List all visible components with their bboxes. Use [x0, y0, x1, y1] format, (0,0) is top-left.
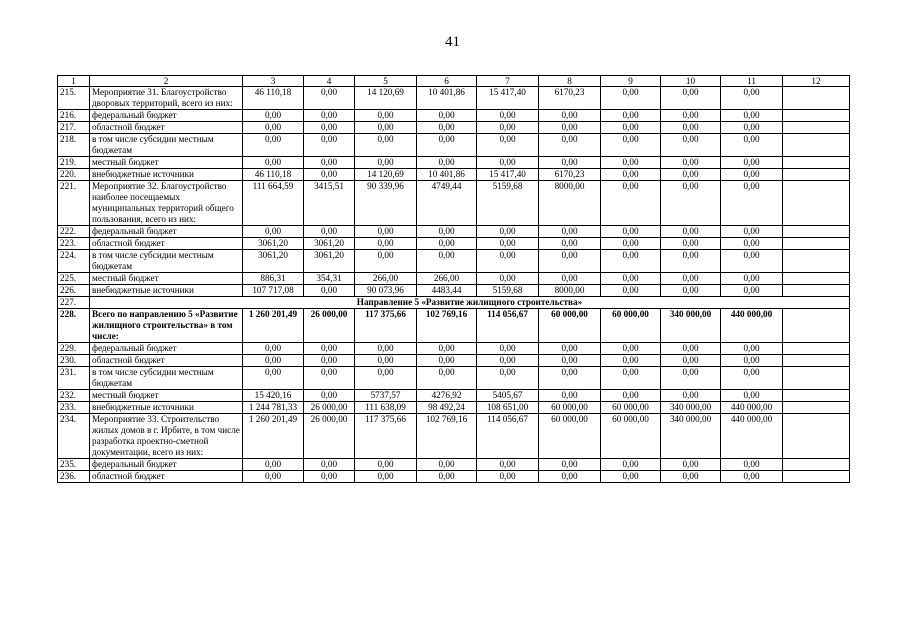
- value-cell: 90 339,96: [355, 181, 417, 226]
- column-header: 9: [601, 76, 661, 87]
- value-cell: 0,00: [539, 134, 601, 157]
- value-cell: 0,00: [304, 471, 355, 483]
- value-cell: 0,00: [304, 157, 355, 169]
- row-name: в том числе субсидии местным бюджетам: [90, 134, 243, 157]
- value-cell: 0,00: [721, 238, 783, 250]
- column-header: 7: [477, 76, 539, 87]
- value-cell: 0,00: [661, 134, 721, 157]
- value-cell: 0,00: [417, 471, 477, 483]
- value-cell: 0,00: [661, 226, 721, 238]
- empty-cell: [783, 169, 850, 181]
- empty-cell: [783, 134, 850, 157]
- row-number: 232.: [58, 390, 90, 402]
- empty-cell: [783, 414, 850, 459]
- row-name: федеральный бюджет: [90, 343, 243, 355]
- table-body: [58, 76, 850, 483]
- row-number: 216.: [58, 110, 90, 122]
- value-cell: 60 000,00: [539, 402, 601, 414]
- value-cell: 90 073,96: [355, 285, 417, 297]
- value-cell: 0,00: [539, 367, 601, 390]
- value-cell: 4483,44: [417, 285, 477, 297]
- value-cell: 26 000,00: [304, 402, 355, 414]
- value-cell: 440 000,00: [721, 402, 783, 414]
- empty-cell: [783, 343, 850, 355]
- value-cell: 0,00: [539, 157, 601, 169]
- value-cell: 98 492,24: [417, 402, 477, 414]
- row-number: 227.: [58, 297, 90, 309]
- value-cell: 0,00: [477, 110, 539, 122]
- value-cell: 0,00: [661, 367, 721, 390]
- empty-cell: [783, 355, 850, 367]
- row-number: 230.: [58, 355, 90, 367]
- row-number: 234.: [58, 414, 90, 459]
- value-cell: 0,00: [539, 250, 601, 273]
- table-row: [58, 226, 850, 238]
- value-cell: 0,00: [661, 471, 721, 483]
- value-cell: 0,00: [661, 390, 721, 402]
- column-header: 1: [58, 76, 90, 87]
- value-cell: 117 375,66: [355, 414, 417, 459]
- row-number: 226.: [58, 285, 90, 297]
- value-cell: 0,00: [721, 122, 783, 134]
- value-cell: 3061,20: [304, 250, 355, 273]
- value-cell: 60 000,00: [601, 414, 661, 459]
- table-row: [58, 157, 850, 169]
- value-cell: 3415,51: [304, 181, 355, 226]
- value-cell: 0,00: [304, 169, 355, 181]
- value-cell: 0,00: [661, 181, 721, 226]
- row-number: 218.: [58, 134, 90, 157]
- empty-cell: [783, 122, 850, 134]
- value-cell: 0,00: [721, 134, 783, 157]
- empty-cell: [783, 285, 850, 297]
- row-number: 228.: [58, 309, 90, 343]
- value-cell: 60 000,00: [601, 309, 661, 343]
- value-cell: 0,00: [539, 471, 601, 483]
- value-cell: 0,00: [477, 250, 539, 273]
- value-cell: 10 401,86: [417, 169, 477, 181]
- value-cell: 0,00: [601, 181, 661, 226]
- row-name: федеральный бюджет: [90, 459, 243, 471]
- value-cell: 117 375,66: [355, 309, 417, 343]
- value-cell: 0,00: [601, 355, 661, 367]
- row-name: внебюджетные источники: [90, 402, 243, 414]
- value-cell: 266,00: [417, 273, 477, 285]
- row-name: местный бюджет: [90, 157, 243, 169]
- value-cell: 0,00: [304, 390, 355, 402]
- value-cell: 6170,23: [539, 169, 601, 181]
- value-cell: 0,00: [539, 273, 601, 285]
- value-cell: 0,00: [477, 459, 539, 471]
- value-cell: 0,00: [661, 87, 721, 110]
- value-cell: 440 000,00: [721, 414, 783, 459]
- value-cell: 0,00: [417, 226, 477, 238]
- value-cell: 15 417,40: [477, 169, 539, 181]
- value-cell: 266,00: [355, 273, 417, 285]
- value-cell: 0,00: [304, 122, 355, 134]
- row-name: внебюджетные источники: [90, 169, 243, 181]
- table-row: [58, 471, 850, 483]
- value-cell: 0,00: [661, 157, 721, 169]
- empty-cell: [783, 238, 850, 250]
- value-cell: 46 110,18: [243, 169, 304, 181]
- value-cell: 0,00: [355, 355, 417, 367]
- value-cell: 0,00: [539, 110, 601, 122]
- value-cell: 0,00: [477, 134, 539, 157]
- value-cell: 440 000,00: [721, 309, 783, 343]
- value-cell: 0,00: [601, 471, 661, 483]
- value-cell: 107 717,08: [243, 285, 304, 297]
- value-cell: 14 120,69: [355, 87, 417, 110]
- value-cell: 0,00: [721, 110, 783, 122]
- value-cell: 0,00: [243, 226, 304, 238]
- value-cell: 886,31: [243, 273, 304, 285]
- value-cell: 0,00: [304, 355, 355, 367]
- empty-cell: [783, 309, 850, 343]
- section-title: Направление 5 «Развитие жилищного строительства»: [90, 297, 850, 309]
- value-cell: 0,00: [721, 157, 783, 169]
- row-name: областной бюджет: [90, 471, 243, 483]
- value-cell: 0,00: [601, 238, 661, 250]
- row-name: в том числе субсидии местным бюджетам: [90, 367, 243, 390]
- value-cell: 0,00: [721, 343, 783, 355]
- value-cell: 0,00: [417, 238, 477, 250]
- row-name: внебюджетные источники: [90, 285, 243, 297]
- table-row: [58, 238, 850, 250]
- value-cell: 0,00: [477, 471, 539, 483]
- value-cell: 0,00: [243, 367, 304, 390]
- value-cell: 0,00: [304, 226, 355, 238]
- value-cell: 8000,00: [539, 285, 601, 297]
- table-row: [58, 367, 850, 390]
- value-cell: 60 000,00: [601, 402, 661, 414]
- row-name: областной бюджет: [90, 355, 243, 367]
- row-name: областной бюджет: [90, 238, 243, 250]
- value-cell: 26 000,00: [304, 309, 355, 343]
- row-number: 222.: [58, 226, 90, 238]
- value-cell: 0,00: [417, 250, 477, 273]
- column-header: 11: [721, 76, 783, 87]
- value-cell: 111 638,09: [355, 402, 417, 414]
- value-cell: 102 769,16: [417, 309, 477, 343]
- value-cell: 114 056,67: [477, 309, 539, 343]
- value-cell: 0,00: [304, 367, 355, 390]
- value-cell: 0,00: [355, 459, 417, 471]
- value-cell: 0,00: [243, 459, 304, 471]
- value-cell: 0,00: [539, 238, 601, 250]
- value-cell: 0,00: [661, 343, 721, 355]
- column-header: 4: [304, 76, 355, 87]
- value-cell: 0,00: [355, 343, 417, 355]
- value-cell: 60 000,00: [539, 309, 601, 343]
- value-cell: 0,00: [477, 355, 539, 367]
- value-cell: 0,00: [355, 134, 417, 157]
- value-cell: 0,00: [355, 238, 417, 250]
- value-cell: 0,00: [539, 122, 601, 134]
- value-cell: 0,00: [721, 181, 783, 226]
- value-cell: 0,00: [243, 110, 304, 122]
- value-cell: 0,00: [355, 110, 417, 122]
- value-cell: 0,00: [721, 169, 783, 181]
- value-cell: 108 651,00: [477, 402, 539, 414]
- value-cell: 0,00: [477, 157, 539, 169]
- value-cell: 0,00: [417, 343, 477, 355]
- value-cell: 0,00: [477, 122, 539, 134]
- value-cell: 0,00: [721, 471, 783, 483]
- empty-cell: [783, 226, 850, 238]
- value-cell: 0,00: [539, 226, 601, 238]
- table-row: [58, 169, 850, 181]
- column-header: 2: [90, 76, 243, 87]
- value-cell: 0,00: [243, 343, 304, 355]
- value-cell: 340 000,00: [661, 309, 721, 343]
- value-cell: 3061,20: [243, 238, 304, 250]
- value-cell: 0,00: [417, 157, 477, 169]
- section-row: [58, 297, 850, 309]
- value-cell: 0,00: [539, 390, 601, 402]
- value-cell: 0,00: [721, 355, 783, 367]
- value-cell: 354,31: [304, 273, 355, 285]
- value-cell: 0,00: [601, 273, 661, 285]
- value-cell: 0,00: [661, 110, 721, 122]
- value-cell: 26 000,00: [304, 414, 355, 459]
- value-cell: 15 417,40: [477, 87, 539, 110]
- row-number: 233.: [58, 402, 90, 414]
- table-row: [58, 181, 850, 226]
- value-cell: 4749,44: [417, 181, 477, 226]
- value-cell: 0,00: [417, 459, 477, 471]
- value-cell: 0,00: [601, 87, 661, 110]
- value-cell: 0,00: [417, 122, 477, 134]
- value-cell: 0,00: [721, 459, 783, 471]
- value-cell: 0,00: [477, 367, 539, 390]
- value-cell: 60 000,00: [539, 414, 601, 459]
- empty-cell: [783, 471, 850, 483]
- value-cell: 0,00: [721, 390, 783, 402]
- value-cell: 0,00: [355, 367, 417, 390]
- value-cell: 0,00: [355, 157, 417, 169]
- value-cell: 0,00: [721, 273, 783, 285]
- value-cell: 0,00: [721, 285, 783, 297]
- table-row: [58, 414, 850, 459]
- budget-table: [57, 75, 850, 483]
- value-cell: 0,00: [243, 471, 304, 483]
- table-row: [58, 355, 850, 367]
- value-cell: 0,00: [601, 250, 661, 273]
- value-cell: 0,00: [661, 250, 721, 273]
- table-row: [58, 309, 850, 343]
- value-cell: 0,00: [721, 367, 783, 390]
- row-name: федеральный бюджет: [90, 226, 243, 238]
- value-cell: 0,00: [355, 122, 417, 134]
- value-cell: 6170,23: [539, 87, 601, 110]
- value-cell: 0,00: [721, 250, 783, 273]
- column-header: 3: [243, 76, 304, 87]
- value-cell: 0,00: [601, 110, 661, 122]
- value-cell: 0,00: [661, 122, 721, 134]
- table-row: [58, 110, 850, 122]
- value-cell: 0,00: [721, 87, 783, 110]
- value-cell: 4276,92: [417, 390, 477, 402]
- empty-cell: [783, 367, 850, 390]
- row-name: Мероприятие 31. Благоустройство дворовых территорий, всего из них:: [90, 87, 243, 110]
- empty-cell: [783, 110, 850, 122]
- table-row: [58, 122, 850, 134]
- value-cell: 0,00: [661, 238, 721, 250]
- row-name: федеральный бюджет: [90, 110, 243, 122]
- value-cell: 14 120,69: [355, 169, 417, 181]
- empty-cell: [783, 459, 850, 471]
- value-cell: 0,00: [539, 355, 601, 367]
- value-cell: 0,00: [304, 459, 355, 471]
- column-header: 5: [355, 76, 417, 87]
- value-cell: 0,00: [243, 122, 304, 134]
- value-cell: 0,00: [601, 169, 661, 181]
- value-cell: 0,00: [355, 250, 417, 273]
- value-cell: 0,00: [477, 273, 539, 285]
- value-cell: 8000,00: [539, 181, 601, 226]
- row-name: областной бюджет: [90, 122, 243, 134]
- value-cell: 0,00: [477, 226, 539, 238]
- value-cell: 0,00: [355, 471, 417, 483]
- value-cell: 0,00: [601, 367, 661, 390]
- value-cell: 1 260 201,49: [243, 414, 304, 459]
- row-number: 229.: [58, 343, 90, 355]
- table-row: [58, 87, 850, 110]
- value-cell: 0,00: [661, 169, 721, 181]
- row-number: 235.: [58, 459, 90, 471]
- value-cell: 0,00: [721, 226, 783, 238]
- value-cell: 0,00: [243, 157, 304, 169]
- row-number: 215.: [58, 87, 90, 110]
- value-cell: 0,00: [243, 134, 304, 157]
- row-number: 231.: [58, 367, 90, 390]
- value-cell: 0,00: [661, 285, 721, 297]
- row-number: 217.: [58, 122, 90, 134]
- value-cell: 0,00: [661, 355, 721, 367]
- column-header: 12: [783, 76, 850, 87]
- value-cell: 5405,67: [477, 390, 539, 402]
- value-cell: 0,00: [601, 343, 661, 355]
- value-cell: 0,00: [601, 122, 661, 134]
- value-cell: 10 401,86: [417, 87, 477, 110]
- value-cell: 111 664,59: [243, 181, 304, 226]
- value-cell: 0,00: [304, 285, 355, 297]
- column-header: 6: [417, 76, 477, 87]
- value-cell: 0,00: [417, 110, 477, 122]
- column-header: 10: [661, 76, 721, 87]
- row-name: Мероприятие 33. Строительство жилых домов в г. Ирбите, в том числе разработка проектно-сметной документации, всего из них:: [90, 414, 243, 459]
- row-name: Всего по направлению 5 «Развитие жилищного строительства» в том числе:: [90, 309, 243, 343]
- table-row: [58, 250, 850, 273]
- value-cell: 0,00: [304, 134, 355, 157]
- row-name: в том числе субсидии местным бюджетам: [90, 250, 243, 273]
- column-header: 8: [539, 76, 601, 87]
- row-number: 223.: [58, 238, 90, 250]
- value-cell: 0,00: [539, 343, 601, 355]
- value-cell: 340 000,00: [661, 402, 721, 414]
- row-number: 224.: [58, 250, 90, 273]
- value-cell: 0,00: [477, 343, 539, 355]
- header-row: [58, 76, 850, 87]
- value-cell: 0,00: [601, 134, 661, 157]
- row-number: 236.: [58, 471, 90, 483]
- value-cell: 46 110,18: [243, 87, 304, 110]
- value-cell: 1 260 201,49: [243, 309, 304, 343]
- value-cell: 0,00: [477, 238, 539, 250]
- value-cell: 0,00: [304, 110, 355, 122]
- value-cell: 5737,57: [355, 390, 417, 402]
- row-name: Мероприятие 32. Благоустройство наиболее посещаемых муниципальных территорий общего пользования, всего из них:: [90, 181, 243, 226]
- row-name: местный бюджет: [90, 390, 243, 402]
- value-cell: 0,00: [661, 459, 721, 471]
- value-cell: 5159,68: [477, 285, 539, 297]
- value-cell: 0,00: [539, 459, 601, 471]
- row-number: 219.: [58, 157, 90, 169]
- value-cell: 1 244 781,33: [243, 402, 304, 414]
- value-cell: 114 056,67: [477, 414, 539, 459]
- value-cell: 0,00: [601, 285, 661, 297]
- value-cell: 0,00: [243, 355, 304, 367]
- row-number: 225.: [58, 273, 90, 285]
- value-cell: 0,00: [601, 459, 661, 471]
- empty-cell: [783, 402, 850, 414]
- value-cell: 3061,20: [304, 238, 355, 250]
- value-cell: 0,00: [661, 273, 721, 285]
- empty-cell: [783, 181, 850, 226]
- table-row: [58, 390, 850, 402]
- empty-cell: [783, 87, 850, 110]
- empty-cell: [783, 157, 850, 169]
- value-cell: 0,00: [417, 134, 477, 157]
- value-cell: 3061,20: [243, 250, 304, 273]
- value-cell: 5159,68: [477, 181, 539, 226]
- page-number: 41: [445, 34, 460, 50]
- empty-cell: [783, 273, 850, 285]
- value-cell: 0,00: [304, 87, 355, 110]
- table-row: [58, 285, 850, 297]
- empty-cell: [783, 250, 850, 273]
- value-cell: 0,00: [355, 226, 417, 238]
- value-cell: 0,00: [417, 367, 477, 390]
- empty-cell: [783, 390, 850, 402]
- value-cell: 0,00: [304, 343, 355, 355]
- value-cell: 0,00: [601, 226, 661, 238]
- value-cell: 340 000,00: [661, 414, 721, 459]
- value-cell: 102 769,16: [417, 414, 477, 459]
- value-cell: 0,00: [601, 390, 661, 402]
- row-number: 220.: [58, 169, 90, 181]
- table-row: [58, 459, 850, 471]
- row-number: 221.: [58, 181, 90, 226]
- table-row: [58, 343, 850, 355]
- table-row: [58, 134, 850, 157]
- value-cell: 0,00: [601, 157, 661, 169]
- value-cell: 0,00: [417, 355, 477, 367]
- value-cell: 15 420,16: [243, 390, 304, 402]
- table-row: [58, 402, 850, 414]
- row-name: местный бюджет: [90, 273, 243, 285]
- table-row: [58, 273, 850, 285]
